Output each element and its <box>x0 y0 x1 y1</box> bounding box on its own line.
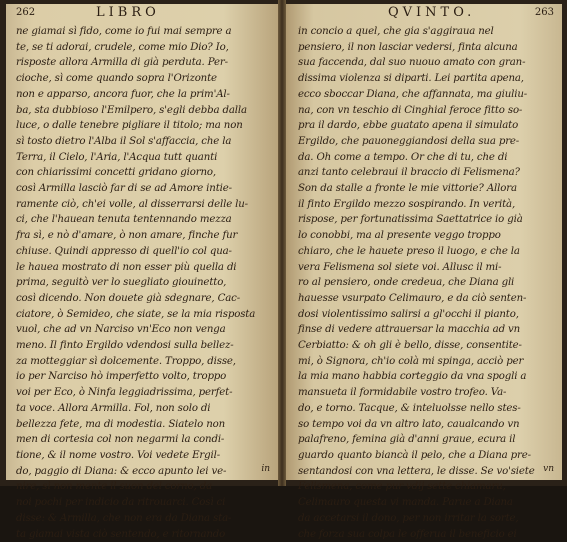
text-line: dissima violenza si diparti. Lei partita apena, <box>298 71 556 87</box>
text-line: guardo quanto biancà il pelo, che a Diana pre- <box>298 448 556 464</box>
text-line: Felismena, come pur vdij sette chiamaru, <box>298 479 556 495</box>
text-line: ci, che l'hauean tenuta tentennando mezza <box>16 212 270 228</box>
left-page <box>6 4 278 480</box>
text-line: la mia mano habbia corteggio da vna spogli a <box>298 369 556 385</box>
text-line: Son da stalle a fronte le mie vittorie? Allora <box>298 181 556 197</box>
text-line: che forza sua colpa le offerua il beneficio ei <box>298 527 556 542</box>
text-line: voi per Eco, ò Ninfa leggiadrissima, perfet- <box>16 385 270 401</box>
text-line: rispose, per fortunatissima Saettatrice io già <box>298 212 556 228</box>
text-line: ciatore, ò Semideo, che siate, se la mia risposta <box>16 307 270 323</box>
text-line: anzi tanto celebraui il braccio di Felismena? <box>298 165 556 181</box>
right-page-number: 263 <box>535 7 554 18</box>
text-line: ecco sboccar Diana, che affannata, ma giuliu- <box>298 87 556 103</box>
text-line: prima, seguitò ver lo suegliato giouinetto, <box>16 275 270 291</box>
text-line: Cerbiatto: & oh gli è bello, disse, consentite- <box>298 338 556 354</box>
text-line: così Armilla lasciò far di se ad Amore intie- <box>16 181 270 197</box>
text-line: disse: & Armilla, che non era da Diana sta- <box>16 511 270 527</box>
text-line: lo conobbi, ma al presente veggo troppo <box>298 228 556 244</box>
text-line: fra sì, e nò d'amare, ò non amare, finche fur <box>16 228 270 244</box>
text-line: hauesse vsurpato Celimauro, e da ciò senten- <box>298 291 556 307</box>
text-line: risposte allora Armilla di già perduta. Per- <box>16 55 270 71</box>
right-running-head: QVINTO. <box>388 5 475 20</box>
text-line: pra il dardo, ebbe guatato apena il simulato <box>298 118 556 134</box>
book-gutter <box>278 0 286 486</box>
text-line: sì tosto dietro l'Alba il Sol s'affaccia, che la <box>16 134 270 150</box>
text-line: in concio a quel, che gia s'aggiraua nel <box>298 24 556 40</box>
text-line: così dicendo. Non douete già sdegnare, Cac- <box>16 291 270 307</box>
text-line: ne giamai sì fido, come io fui mai sempre a <box>16 24 270 40</box>
text-line: ta voce. Allora Armilla. Fol, non solo di <box>16 401 270 417</box>
left-catchword: in <box>261 464 270 474</box>
text-line: palafreno, femina già d'anni graue, ecura il <box>298 432 556 448</box>
text-line: Ergildo, che pauoneggiandosi della sua pre- <box>298 134 556 150</box>
text-line: do, paggio di Diana: & ecco apunto lei ve- <box>16 464 270 480</box>
right-catchword: vn <box>543 464 554 474</box>
text-line: te, se ti adorai, crudele, come mio Dio? Io, <box>16 40 270 56</box>
text-line: vuol, che ad vn Narciso vn'Eco non venga <box>16 322 270 338</box>
text-line: con chiarissimi concetti gridano giorno, <box>16 165 270 181</box>
text-line: finse di vedere attrauersar la macchia ad vn <box>298 322 556 338</box>
text-line: chiuse. Quindi appresso di quell'io col qua- <box>16 244 270 260</box>
text-line: za motteggiar sì dolcemente. Troppo, disse, <box>16 354 270 370</box>
text-line: dosi violentissimo salirsi a gl'occhi il pianto, <box>298 307 556 323</box>
right-page <box>286 4 562 480</box>
text-line: pensiero, il non lasciar vedersi, finta alcuna <box>298 40 556 56</box>
left-running-head: LIBRO <box>96 5 160 20</box>
text-line: chiaro, che le hauete preso il luogo, e che la <box>298 244 556 260</box>
text-line: so tempo voi da vn altro lato, caualcando vn <box>298 417 556 433</box>
text-line: do, e torno. Tacque, & inteluolsse nello stes- <box>298 401 556 417</box>
text-line: ta giamai vista ciò sentendo, e ritornando <box>16 527 270 542</box>
text-line: io per Narciso hò imperfetto volto, troppo <box>16 369 270 385</box>
text-line: luce, o dalle tenebre pigliare il titolo; ma non <box>16 118 270 134</box>
left-page-number: 262 <box>16 7 35 18</box>
text-line: noi pochi per indicio da ritrouarci. Così ci <box>16 495 270 511</box>
text-line: il finto Ergildo mezzo sospirando. In verità, <box>298 197 556 213</box>
right-page-text <box>298 24 556 542</box>
text-line: meno. Il finto Ergildo vdendosi sulla bellez- <box>16 338 270 354</box>
text-line: da. Oh come a tempo. Or che di tu, che di <box>298 150 556 166</box>
text-line: mansueta il formidabile vostro trofeo. Va- <box>298 385 556 401</box>
text-line: tione, & il nome vostro. Voi vedete Ergil- <box>16 448 270 464</box>
left-page-header <box>16 4 270 24</box>
text-line: sentandosi con vna lettera, le disse. Se vo'siete <box>298 464 556 480</box>
text-line: ba, sta dubbioso l'Emilpero, s'egli debba dalla <box>16 103 270 119</box>
text-line: men di cortesia col non negarmi la condi- <box>16 432 270 448</box>
text-line: Celimauro questa vi manda. Parue a Diana <box>298 495 556 511</box>
text-line: le hauea mostrato di non esser più quella di <box>16 260 270 276</box>
text-line: Terra, il Cielo, l'Aria, l'Acqua tutt quanti <box>16 150 270 166</box>
right-page-header <box>298 4 556 24</box>
text-line: nire, sì non mente il suon del corno, da <box>16 479 270 495</box>
text-line: mi, ò Signora, ch'io colà mi spinga, acciò per <box>298 354 556 370</box>
text-line: vera Felismena sol siete voi. Allusc il mi- <box>298 260 556 276</box>
text-line: ro al pensiero, onde credeua, che Diana gli <box>298 275 556 291</box>
text-line: cioche, sì come quando sopra l'Orizonte <box>16 71 270 87</box>
text-line: ramente ciò, ch'ei volle, al disserrarsi delle lu- <box>16 197 270 213</box>
text-line: non e apparso, ancora fuor, che la prim'Al- <box>16 87 270 103</box>
text-line: sua faccenda, dal suo nuouo amato con gran- <box>298 55 556 71</box>
text-line: bellezza fete, ma di modestia. Siatelo non <box>16 417 270 433</box>
text-line: da accetarsi il dono, per non irritar la sorte, <box>298 511 556 527</box>
left-page-text <box>16 24 270 542</box>
text-line: na, con vn teschio di Cinghial feroce fitto so- <box>298 103 556 119</box>
